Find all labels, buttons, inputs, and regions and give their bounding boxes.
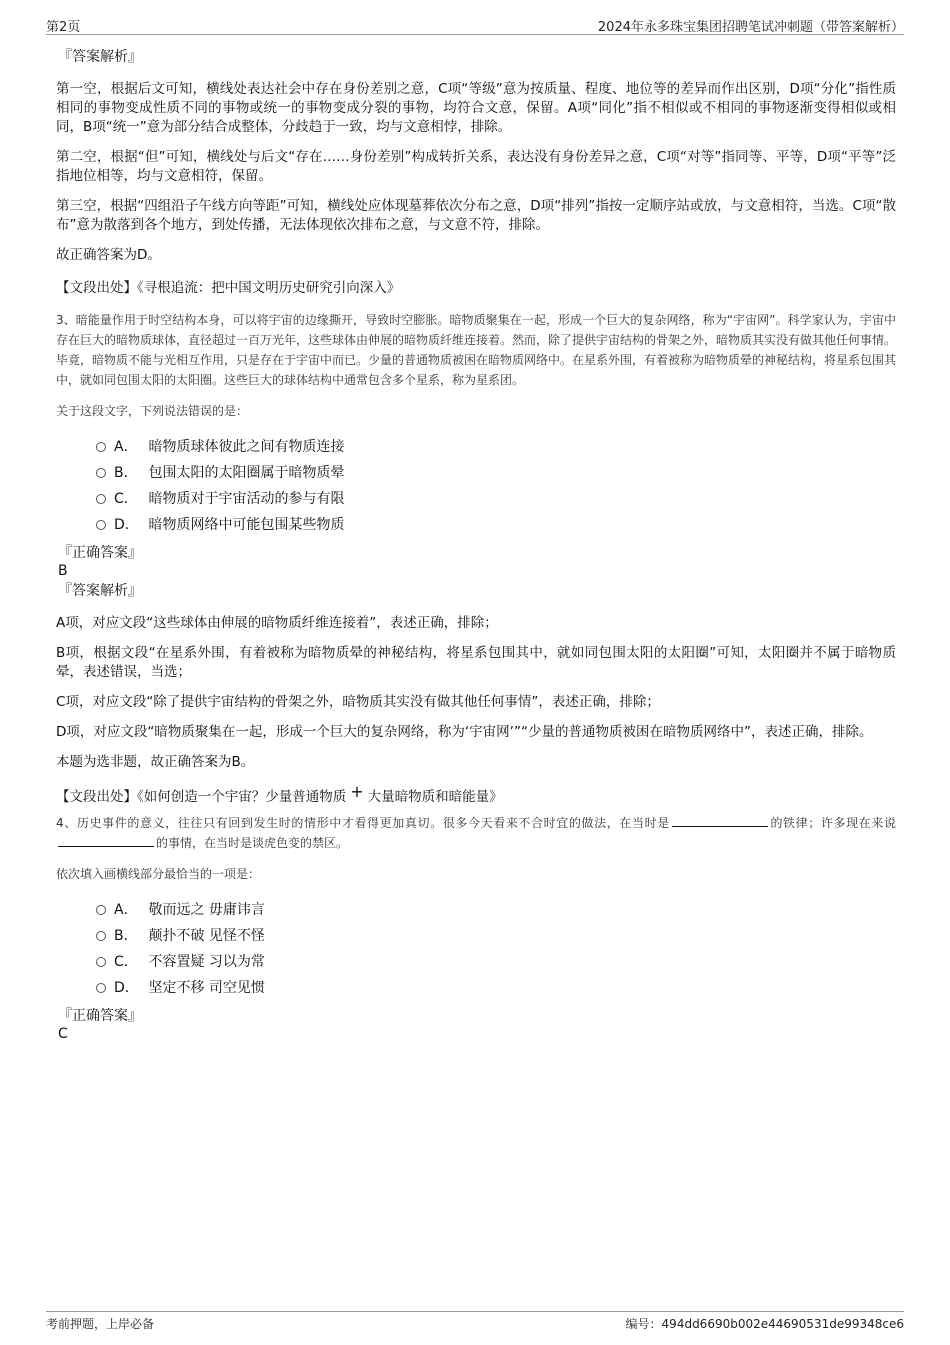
q4-blank-2	[58, 834, 154, 847]
radio-button-icon[interactable]	[96, 520, 106, 530]
page-number: 第2页	[46, 20, 81, 35]
q4-option-a[interactable]	[56, 897, 896, 923]
q4-prompt: 依次填入画横线部分最恰当的一项是：	[56, 867, 261, 881]
q3-analysis-a: A项，对应文段“这些球体由伸展的暗物质纤维连接着”，表述正确，排除；	[56, 615, 498, 631]
q2-analysis-para-1: 第一空，根据后文可知，横线处表达社会中存在身份差别之意，C项“等级”意为按质量、程度、地位等的差异而作出区别，D项“分化”指性质相同的事物变成性质不同的事物或统一的事物变成分裂的事物，均符合文意，保留。A项“同化”指不相似或不相同的事物逐渐变得相似或相同，B项“统一”意为部分结合成整体，分歧趋于一致，均与文意相悖，排除。	[56, 81, 896, 135]
q4-stem-part-3: 的事情，在当时是谈虎色变的禁区。	[156, 836, 349, 850]
option-letter: A．	[114, 439, 138, 455]
q3-source-part-2: 大量暗物质和暗能量》	[367, 789, 503, 805]
q4-stem-part-2: 的铁律；许多现在来说	[769, 816, 896, 830]
q4-option-b[interactable]	[56, 923, 896, 949]
q4-option-d[interactable]	[56, 975, 896, 1001]
q3-option-a[interactable]	[56, 434, 896, 460]
q3-correct-answer: B	[58, 563, 68, 579]
q2-analysis-label: 『答案解析』	[58, 49, 142, 65]
plus-sign: +	[350, 782, 364, 801]
option-letter: A．	[114, 902, 138, 918]
option-text: 暗物质球体彼此之间有物质连接	[148, 439, 345, 455]
q4-correct-label: 『正确答案』	[58, 1008, 142, 1024]
q3-analysis-d: D项，对应文段“暗物质聚集在一起，形成一个巨大的复杂网络，称为‘宇宙网’”“少量的普通物质被困在暗物质网络中”，表述正确，排除。	[56, 724, 873, 740]
q3-correct-label: 『正确答案』	[58, 545, 142, 561]
q3-option-c[interactable]	[56, 486, 896, 512]
q4-stem	[56, 813, 896, 853]
q2-source: 【文段出处】《寻根追流：把中国文明历史研究引向深入》	[56, 280, 401, 296]
q3-option-d[interactable]	[56, 512, 896, 538]
document-title: 2024年永多珠宝集团招聘笔试冲刺题（带答案解析）	[597, 20, 904, 35]
q4-stem-part-1: 4、历史事件的意义，往往只有回到发生时的情形中才看得更加真切。很多今天看来不合时宜的做法，在当时是	[56, 816, 670, 830]
q4-blank-1	[672, 814, 768, 827]
option-text: 颠扑不破 见怪不怪	[148, 928, 265, 944]
q3-prompt: 关于这段文字，下列说法错误的是：	[56, 404, 249, 418]
radio-button-icon[interactable]	[96, 468, 106, 478]
radio-button-icon[interactable]	[96, 494, 106, 504]
q3-options	[56, 434, 896, 538]
q3-stem: 3、暗能量作用于时空结构本身，可以将宇宙的边缘撕开，导致时空膨胀。暗物质聚集在一起，形成一个巨大的复杂网络，称为“宇宙网”。科学家认为，宇宙中存在巨大的暗物质球体，直径超过一百万光年，这些球体由伸展的暗物质纤维连接着。然而，除了提供宇宙结构的骨架之外，暗物质其实没有做其他任何事情。毕竟，暗物质不能与光相互作用，只是存在于宇宙中而已。少量的普通物质被困在暗物质网络中。在星系外围，有着被称为暗物质晕的神秘结构，将星系包围其中，就如同包围太阳的太阳圈。这些巨大的球体结构中通常包含多个星系，称为星系团。	[56, 313, 897, 387]
q3-analysis-c: C项，对应文段“除了提供宇宙结构的骨架之外，暗物质其实没有做其他任何事情”，表述正确，排除；	[56, 694, 660, 710]
q3-analysis-label: 『答案解析』	[58, 583, 142, 599]
option-letter: D．	[114, 517, 139, 533]
q3-conclusion: 本题为选非题，故正确答案为B。	[56, 754, 255, 770]
option-text: 敬而远之 毋庸讳言	[148, 902, 265, 918]
q3-option-b[interactable]	[56, 460, 896, 486]
page-header	[46, 14, 904, 35]
option-letter: D．	[114, 980, 139, 996]
radio-button-icon[interactable]	[96, 983, 106, 993]
q4-correct-answer: C	[58, 1026, 68, 1042]
q4-option-c[interactable]	[56, 949, 896, 975]
q2-conclusion: 故正确答案为D。	[56, 247, 161, 263]
document-serial: 编号：494dd6690b002e44690531de99348ce6	[625, 1317, 904, 1331]
radio-button-icon[interactable]	[96, 957, 106, 967]
radio-button-icon[interactable]	[96, 442, 106, 452]
q2-analysis-para-2: 第二空，根据“但”可知，横线处与后文“存在……身份差别”构成转折关系，表达没有身份差异之意，C项“对等”指同等、平等，D项“平等”泛指地位相等，均与文意相符，保留。	[56, 149, 896, 184]
option-text: 不容置疑 习以为常	[148, 954, 265, 970]
option-text: 坚定不移 司空见惯	[148, 980, 265, 996]
page-content	[56, 46, 896, 1043]
option-text: 暗物质对于宇宙活动的参与有限	[148, 491, 345, 507]
option-letter: C．	[114, 491, 138, 507]
option-letter: C．	[114, 954, 138, 970]
option-letter: B．	[114, 465, 138, 481]
radio-button-icon[interactable]	[96, 905, 106, 915]
option-text: 包围太阳的太阳圈属于暗物质晕	[148, 465, 345, 481]
q3-analysis-b: B项，根据文段“在星系外围，有着被称为暗物质晕的神秘结构，将星系包围其中，就如同包围太阳的太阳圈”可知，太阳圈并不属于暗物质晕，表述错误，当选；	[56, 645, 896, 680]
q4-options	[56, 897, 896, 1001]
radio-button-icon[interactable]	[96, 931, 106, 941]
option-text: 暗物质网络中可能包围某些物质	[148, 517, 345, 533]
q3-source	[56, 782, 896, 807]
page-footer	[46, 1311, 904, 1332]
footer-slogan: 考前押题，上岸必备	[46, 1317, 155, 1331]
q3-source-part-1: 【文段出处】《如何创造一个宇宙？少量普通物质	[56, 789, 347, 805]
q2-analysis-para-3: 第三空，根据“四组沿子午线方向等距”可知，横线处应体现墓葬依次分布之意，D项“排列”指按一定顺序站或放，与文意相符，当选。C项“散布”意为散落到各个地方，到处传播，无法体现依次排布之意，与文意不符，排除。	[56, 198, 896, 233]
option-letter: B．	[114, 928, 138, 944]
